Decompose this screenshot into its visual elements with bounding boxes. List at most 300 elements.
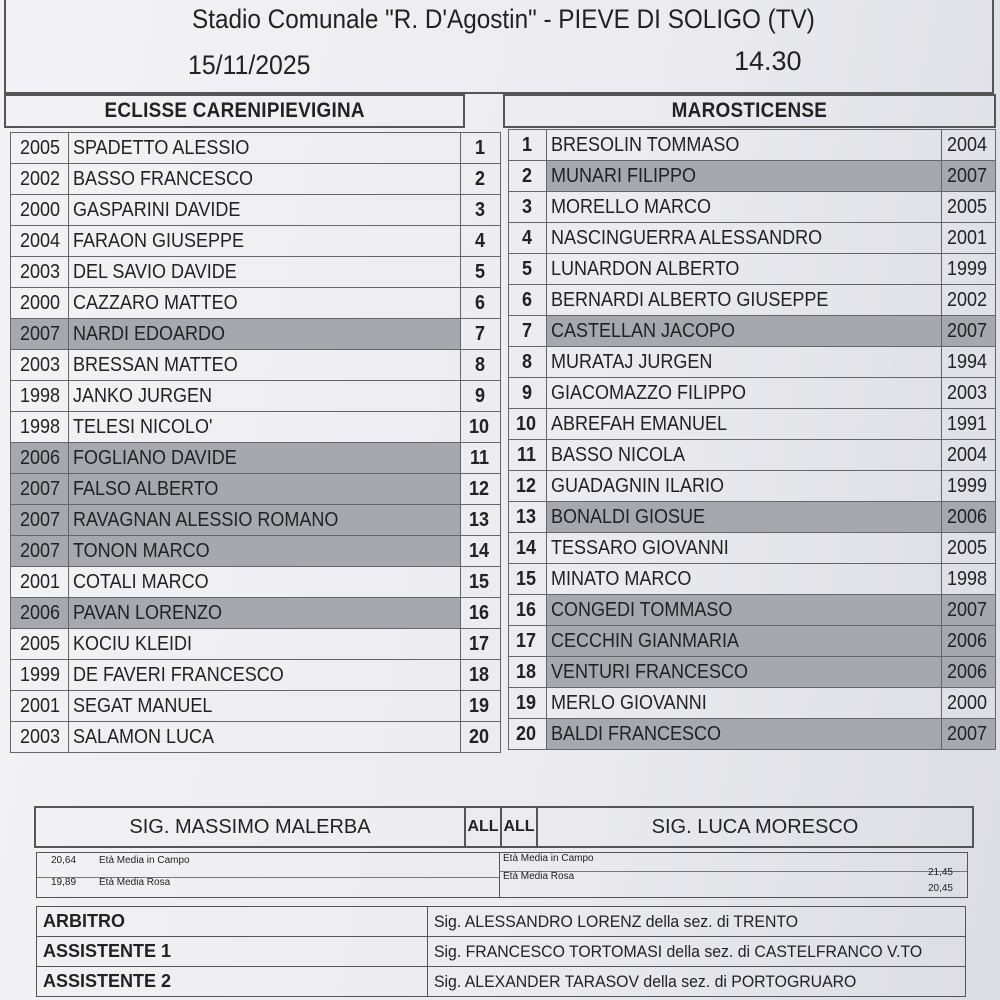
player-year-text: 2001 <box>19 570 60 593</box>
player-name <box>69 474 461 505</box>
table-row <box>509 719 996 750</box>
player-number-text: 2 <box>474 167 485 190</box>
away-roster-table <box>508 129 996 750</box>
player-year-text: 1991 <box>946 412 987 435</box>
player-number <box>509 130 547 161</box>
player-year-text: 2000 <box>19 291 60 314</box>
player-year <box>11 257 69 288</box>
player-number <box>461 350 501 381</box>
player-year <box>11 350 69 381</box>
player-name-text: DE FAVERI FRANCESCO <box>73 663 284 686</box>
player-name-text: CECCHIN GIANMARIA <box>551 629 740 652</box>
player-year-text: 2005 <box>19 632 60 655</box>
player-name <box>547 502 942 533</box>
table-row <box>509 502 996 533</box>
table-row <box>509 161 996 192</box>
official-name-text: Sig. FRANCESCO TORTOMASI della sez. di CASTELFRANCO V.TO <box>434 941 923 961</box>
player-year-text: 2006 <box>19 446 60 469</box>
player-year-text: 1999 <box>946 257 987 280</box>
player-number <box>461 691 501 722</box>
player-name-text: MUNARI FILIPPO <box>551 164 697 187</box>
player-name-text: BONALDI GIOSUE <box>551 505 706 528</box>
home-team-header <box>4 94 465 128</box>
player-year <box>11 722 69 753</box>
player-year-text: 2007 <box>946 598 987 621</box>
player-year <box>942 719 996 750</box>
player-name-text: BRESSAN MATTEO <box>73 353 238 376</box>
player-number <box>461 288 501 319</box>
player-name-text: BERNARDI ALBERTO GIUSEPPE <box>551 288 829 311</box>
player-year <box>942 409 996 440</box>
player-name-text: CONGEDI TOMMASO <box>551 598 733 621</box>
table-row <box>11 443 501 474</box>
table-row <box>11 195 501 226</box>
player-name-text: RAVAGNAN ALESSIO ROMANO <box>73 508 339 531</box>
player-name-text: DEL SAVIO DAVIDE <box>73 260 237 283</box>
player-number <box>509 254 547 285</box>
player-name <box>69 443 461 474</box>
player-number-text: 13 <box>469 508 490 531</box>
player-year <box>942 471 996 502</box>
player-name-text: FOGLIANO DAVIDE <box>73 446 237 469</box>
table-row <box>11 567 501 598</box>
player-name <box>547 564 942 595</box>
player-name <box>69 412 461 443</box>
player-number <box>509 471 547 502</box>
player-name <box>547 595 942 626</box>
player-number <box>461 474 501 505</box>
player-name <box>69 598 461 629</box>
player-name-text: LUNARDON ALBERTO <box>551 257 740 280</box>
home-team-name: ECLISSE CARENIPIEVIGINA <box>104 99 365 122</box>
player-number-text: 15 <box>516 567 537 590</box>
table-row <box>11 536 501 567</box>
player-number-text: 4 <box>521 226 532 249</box>
player-name <box>69 691 461 722</box>
player-name <box>547 719 942 750</box>
player-year <box>942 254 996 285</box>
table-row <box>509 316 996 347</box>
away-avg-field-label-line <box>499 853 967 872</box>
player-number-text: 8 <box>474 353 485 376</box>
table-row <box>509 409 996 440</box>
player-year-text: 2006 <box>946 629 987 652</box>
official-role: ASSISTENTE 2 <box>37 967 428 997</box>
player-year-text: 2007 <box>19 477 60 500</box>
home-avg-roster-label: Età Media Rosa <box>99 877 171 888</box>
player-name <box>69 257 461 288</box>
home-roster-table <box>10 132 501 753</box>
player-year-text: 2007 <box>946 319 987 342</box>
table-row <box>11 691 501 722</box>
table-row <box>11 257 501 288</box>
player-number <box>461 536 501 567</box>
table-row <box>11 319 501 350</box>
player-year-text: 2003 <box>19 260 60 283</box>
player-year <box>942 533 996 564</box>
player-year <box>11 195 69 226</box>
player-number <box>509 564 547 595</box>
header-box <box>4 0 994 94</box>
player-year-text: 2007 <box>19 322 60 345</box>
player-number <box>461 195 501 226</box>
player-name <box>547 378 942 409</box>
player-year-text: 2007 <box>19 539 60 562</box>
player-year <box>942 285 996 316</box>
player-year-text: 2004 <box>946 133 987 156</box>
match-time: 14.30 <box>734 46 802 76</box>
player-year <box>11 567 69 598</box>
player-name-text: COTALI MARCO <box>73 570 209 593</box>
player-number <box>461 629 501 660</box>
player-number-text: 14 <box>516 536 537 559</box>
player-year <box>11 629 69 660</box>
table-row <box>509 471 996 502</box>
player-year-text: 2005 <box>946 195 987 218</box>
player-year <box>942 564 996 595</box>
away-avg-field: 21,45 <box>927 867 953 878</box>
home-avg-field-line <box>37 855 499 878</box>
table-row <box>11 164 501 195</box>
table-row <box>509 595 996 626</box>
player-name-text: FARAON GIUSEPPE <box>73 229 245 252</box>
away-avg-roster-value-line <box>499 883 967 897</box>
player-number <box>509 316 547 347</box>
player-year-text: 2007 <box>946 164 987 187</box>
table-row <box>509 192 996 223</box>
player-year-text: 1999 <box>946 474 987 497</box>
player-year <box>942 688 996 719</box>
official-row <box>37 937 966 967</box>
table-row <box>11 133 501 164</box>
player-name <box>547 471 942 502</box>
player-number-text: 12 <box>516 474 537 497</box>
player-name <box>547 192 942 223</box>
player-year <box>942 657 996 688</box>
player-name <box>69 660 461 691</box>
player-number <box>509 378 547 409</box>
player-year-text: 2001 <box>946 226 987 249</box>
player-name-text: NARDI EDOARDO <box>73 322 226 345</box>
player-number-text: 9 <box>474 384 485 407</box>
player-name <box>69 195 461 226</box>
player-name <box>547 657 942 688</box>
player-name <box>69 536 461 567</box>
player-year <box>11 443 69 474</box>
officials-table <box>36 906 966 997</box>
table-row <box>509 533 996 564</box>
player-year <box>942 192 996 223</box>
away-coach-tag: ALL <box>500 808 536 846</box>
player-name <box>547 440 942 471</box>
player-number <box>509 657 547 688</box>
table-row <box>11 660 501 691</box>
home-avg-roster-line <box>37 877 499 899</box>
player-year <box>11 474 69 505</box>
player-name <box>547 285 942 316</box>
player-number-text: 12 <box>469 477 490 500</box>
away-avg-roster-label: Età Media Rosa <box>503 871 575 882</box>
official-name <box>428 937 966 967</box>
player-name-text: TONON MARCO <box>73 539 210 562</box>
player-name <box>547 409 942 440</box>
player-name <box>69 722 461 753</box>
player-year-text: 1998 <box>19 415 60 438</box>
player-number-text: 13 <box>516 505 537 528</box>
table-row <box>11 598 501 629</box>
player-number-text: 4 <box>474 229 485 252</box>
player-year-text: 2001 <box>19 694 60 717</box>
player-number <box>461 443 501 474</box>
player-name <box>69 226 461 257</box>
table-row <box>509 657 996 688</box>
player-year-text: 2006 <box>19 601 60 624</box>
player-year-text: 1994 <box>946 350 987 373</box>
player-year-text: 2006 <box>946 660 987 683</box>
player-number-text: 16 <box>516 598 537 621</box>
away-avg-roster: 20,45 <box>927 883 953 894</box>
player-year <box>11 691 69 722</box>
player-name <box>69 629 461 660</box>
table-row <box>11 474 501 505</box>
player-year-text: 2006 <box>946 505 987 528</box>
home-avg-field: 20,64 <box>51 855 77 866</box>
player-name-text: VENTURI FRANCESCO <box>551 660 749 683</box>
table-row <box>11 288 501 319</box>
player-name-text: BASSO NICOLA <box>551 443 686 466</box>
player-number <box>509 347 547 378</box>
table-row <box>509 564 996 595</box>
player-number <box>461 381 501 412</box>
player-name-text: NASCINGUERRA ALESSANDRO <box>551 226 823 249</box>
player-number <box>509 626 547 657</box>
player-name-text: BALDI FRANCESCO <box>551 722 722 745</box>
player-number <box>509 161 547 192</box>
official-name-text: Sig. ALEXANDER TARASOV della sez. di PORTOGRUARO <box>434 971 857 991</box>
player-number <box>509 533 547 564</box>
player-name <box>547 688 942 719</box>
player-year <box>11 660 69 691</box>
table-row <box>509 688 996 719</box>
player-number-text: 19 <box>469 694 490 717</box>
away-coach: SIG. LUCA MORESCO <box>536 808 972 846</box>
player-number-text: 6 <box>474 291 485 314</box>
table-row <box>509 254 996 285</box>
player-name-text: ABREFAH EMANUEL <box>551 412 728 435</box>
away-team-name: MAROSTICENSE <box>671 99 828 122</box>
player-year <box>11 164 69 195</box>
player-name-text: TELESI NICOLO' <box>73 415 213 438</box>
player-year <box>942 502 996 533</box>
player-number <box>461 598 501 629</box>
player-number-text: 1 <box>521 133 532 156</box>
home-coach: SIG. MASSIMO MALERBA <box>129 815 371 838</box>
player-year-text: 2000 <box>946 691 987 714</box>
age-stats <box>36 852 968 898</box>
player-name <box>69 319 461 350</box>
player-number-text: 7 <box>521 319 532 342</box>
player-name-text: MURATAJ JURGEN <box>551 350 713 373</box>
player-year-text: 2003 <box>946 381 987 404</box>
match-date: 15/11/2025 <box>188 50 311 80</box>
player-name <box>547 223 942 254</box>
player-number-text: 16 <box>469 601 490 624</box>
player-name-text: PAVAN LORENZO <box>73 601 223 624</box>
player-number-text: 1 <box>474 136 485 159</box>
player-number <box>509 440 547 471</box>
player-year-text: 1998 <box>19 384 60 407</box>
player-number-text: 2 <box>521 164 532 187</box>
player-name <box>547 533 942 564</box>
home-age-stats <box>37 853 500 897</box>
player-year-text: 1999 <box>19 663 60 686</box>
player-year <box>11 505 69 536</box>
player-name <box>69 288 461 319</box>
player-number-text: 18 <box>469 663 490 686</box>
table-row <box>509 378 996 409</box>
player-number <box>509 192 547 223</box>
table-row <box>11 722 501 753</box>
player-year <box>11 381 69 412</box>
player-year <box>942 595 996 626</box>
player-number-text: 20 <box>516 722 537 745</box>
player-number <box>509 409 547 440</box>
player-year <box>942 161 996 192</box>
player-number <box>461 226 501 257</box>
player-number-text: 20 <box>469 725 490 748</box>
player-number <box>509 285 547 316</box>
player-name-text: SPADETTO ALESSIO <box>73 136 250 159</box>
player-year <box>11 319 69 350</box>
player-number-text: 11 <box>469 446 489 469</box>
player-year-text: 1998 <box>946 567 987 590</box>
player-number <box>509 502 547 533</box>
player-name-text: FALSO ALBERTO <box>73 477 219 500</box>
player-year <box>11 536 69 567</box>
player-number-text: 9 <box>521 381 532 404</box>
player-name <box>69 164 461 195</box>
coaches-row <box>34 806 974 848</box>
player-number-text: 3 <box>521 195 532 218</box>
player-number-text: 5 <box>521 257 532 280</box>
home-avg-field-label: Età Media in Campo <box>99 855 190 866</box>
player-number <box>461 257 501 288</box>
player-number <box>461 567 501 598</box>
player-name-text: MERLO GIOVANNI <box>551 691 707 714</box>
official-name-text: Sig. ALESSANDRO LORENZ della sez. di TRENTO <box>434 911 799 931</box>
player-name-text: MORELLO MARCO <box>551 195 712 218</box>
player-name-text: SEGAT MANUEL <box>73 694 213 717</box>
player-year-text: 2005 <box>946 536 987 559</box>
player-name <box>547 626 942 657</box>
player-name-text: GASPARINI DAVIDE <box>73 198 241 221</box>
player-year <box>942 440 996 471</box>
player-number-text: 17 <box>469 632 490 655</box>
player-number <box>509 688 547 719</box>
player-number <box>461 319 501 350</box>
player-number-text: 15 <box>469 570 490 593</box>
player-name-text: SALAMON LUCA <box>73 725 215 748</box>
player-name-text: BASSO FRANCESCO <box>73 167 254 190</box>
player-year <box>11 288 69 319</box>
player-number-text: 6 <box>521 288 532 311</box>
table-row <box>11 226 501 257</box>
table-row <box>509 223 996 254</box>
player-name-text: CAZZARO MATTEO <box>73 291 238 314</box>
player-number <box>461 164 501 195</box>
player-year-text: 2005 <box>19 136 60 159</box>
player-name <box>547 316 942 347</box>
player-number-text: 17 <box>516 629 537 652</box>
away-team-header <box>503 94 996 128</box>
player-number-text: 10 <box>516 412 537 435</box>
player-year-text: 2004 <box>19 229 60 252</box>
player-year-text: 2002 <box>19 167 60 190</box>
player-number <box>461 722 501 753</box>
player-name-text: TESSARO GIOVANNI <box>551 536 729 559</box>
official-row <box>37 967 966 997</box>
official-name <box>428 907 966 937</box>
player-year-text: 2003 <box>19 353 60 376</box>
table-row <box>11 505 501 536</box>
table-row <box>11 629 501 660</box>
player-year <box>942 347 996 378</box>
player-year-text: 2003 <box>19 725 60 748</box>
player-name <box>69 133 461 164</box>
player-year <box>942 626 996 657</box>
player-number-text: 19 <box>516 691 537 714</box>
table-row <box>509 440 996 471</box>
away-avg-field-label: Età Media in Campo <box>503 853 594 864</box>
player-name <box>547 254 942 285</box>
player-number <box>509 595 547 626</box>
player-number-text: 7 <box>474 322 485 345</box>
player-name <box>547 130 942 161</box>
table-row <box>11 381 501 412</box>
player-number-text: 10 <box>469 415 490 438</box>
player-name <box>69 381 461 412</box>
player-name-text: GUADAGNIN ILARIO <box>551 474 725 497</box>
player-name-text: MINATO MARCO <box>551 567 692 590</box>
player-year <box>942 223 996 254</box>
player-year <box>942 130 996 161</box>
player-year-text: 2002 <box>946 288 987 311</box>
table-row <box>509 130 996 161</box>
table-row <box>11 350 501 381</box>
player-number <box>509 223 547 254</box>
player-name-text: BRESOLIN TOMMASO <box>551 133 740 156</box>
player-number <box>509 719 547 750</box>
player-year <box>11 226 69 257</box>
player-year-text: 2007 <box>946 722 987 745</box>
player-number <box>461 412 501 443</box>
player-year <box>11 412 69 443</box>
player-number <box>461 660 501 691</box>
stadium-title: Stadio Comunale "R. D'Agostin" - PIEVE DI SOLIGO (TV) <box>192 4 815 34</box>
player-name <box>69 567 461 598</box>
player-year <box>11 598 69 629</box>
player-name <box>69 350 461 381</box>
player-number-text: 5 <box>474 260 485 283</box>
table-row <box>509 626 996 657</box>
home-avg-roster: 19,89 <box>51 877 77 888</box>
player-number-text: 3 <box>474 198 485 221</box>
official-role: ASSISTENTE 1 <box>37 937 428 967</box>
player-name <box>547 161 942 192</box>
player-number-text: 18 <box>516 660 537 683</box>
player-number-text: 14 <box>469 539 490 562</box>
player-year-text: 2000 <box>19 198 60 221</box>
